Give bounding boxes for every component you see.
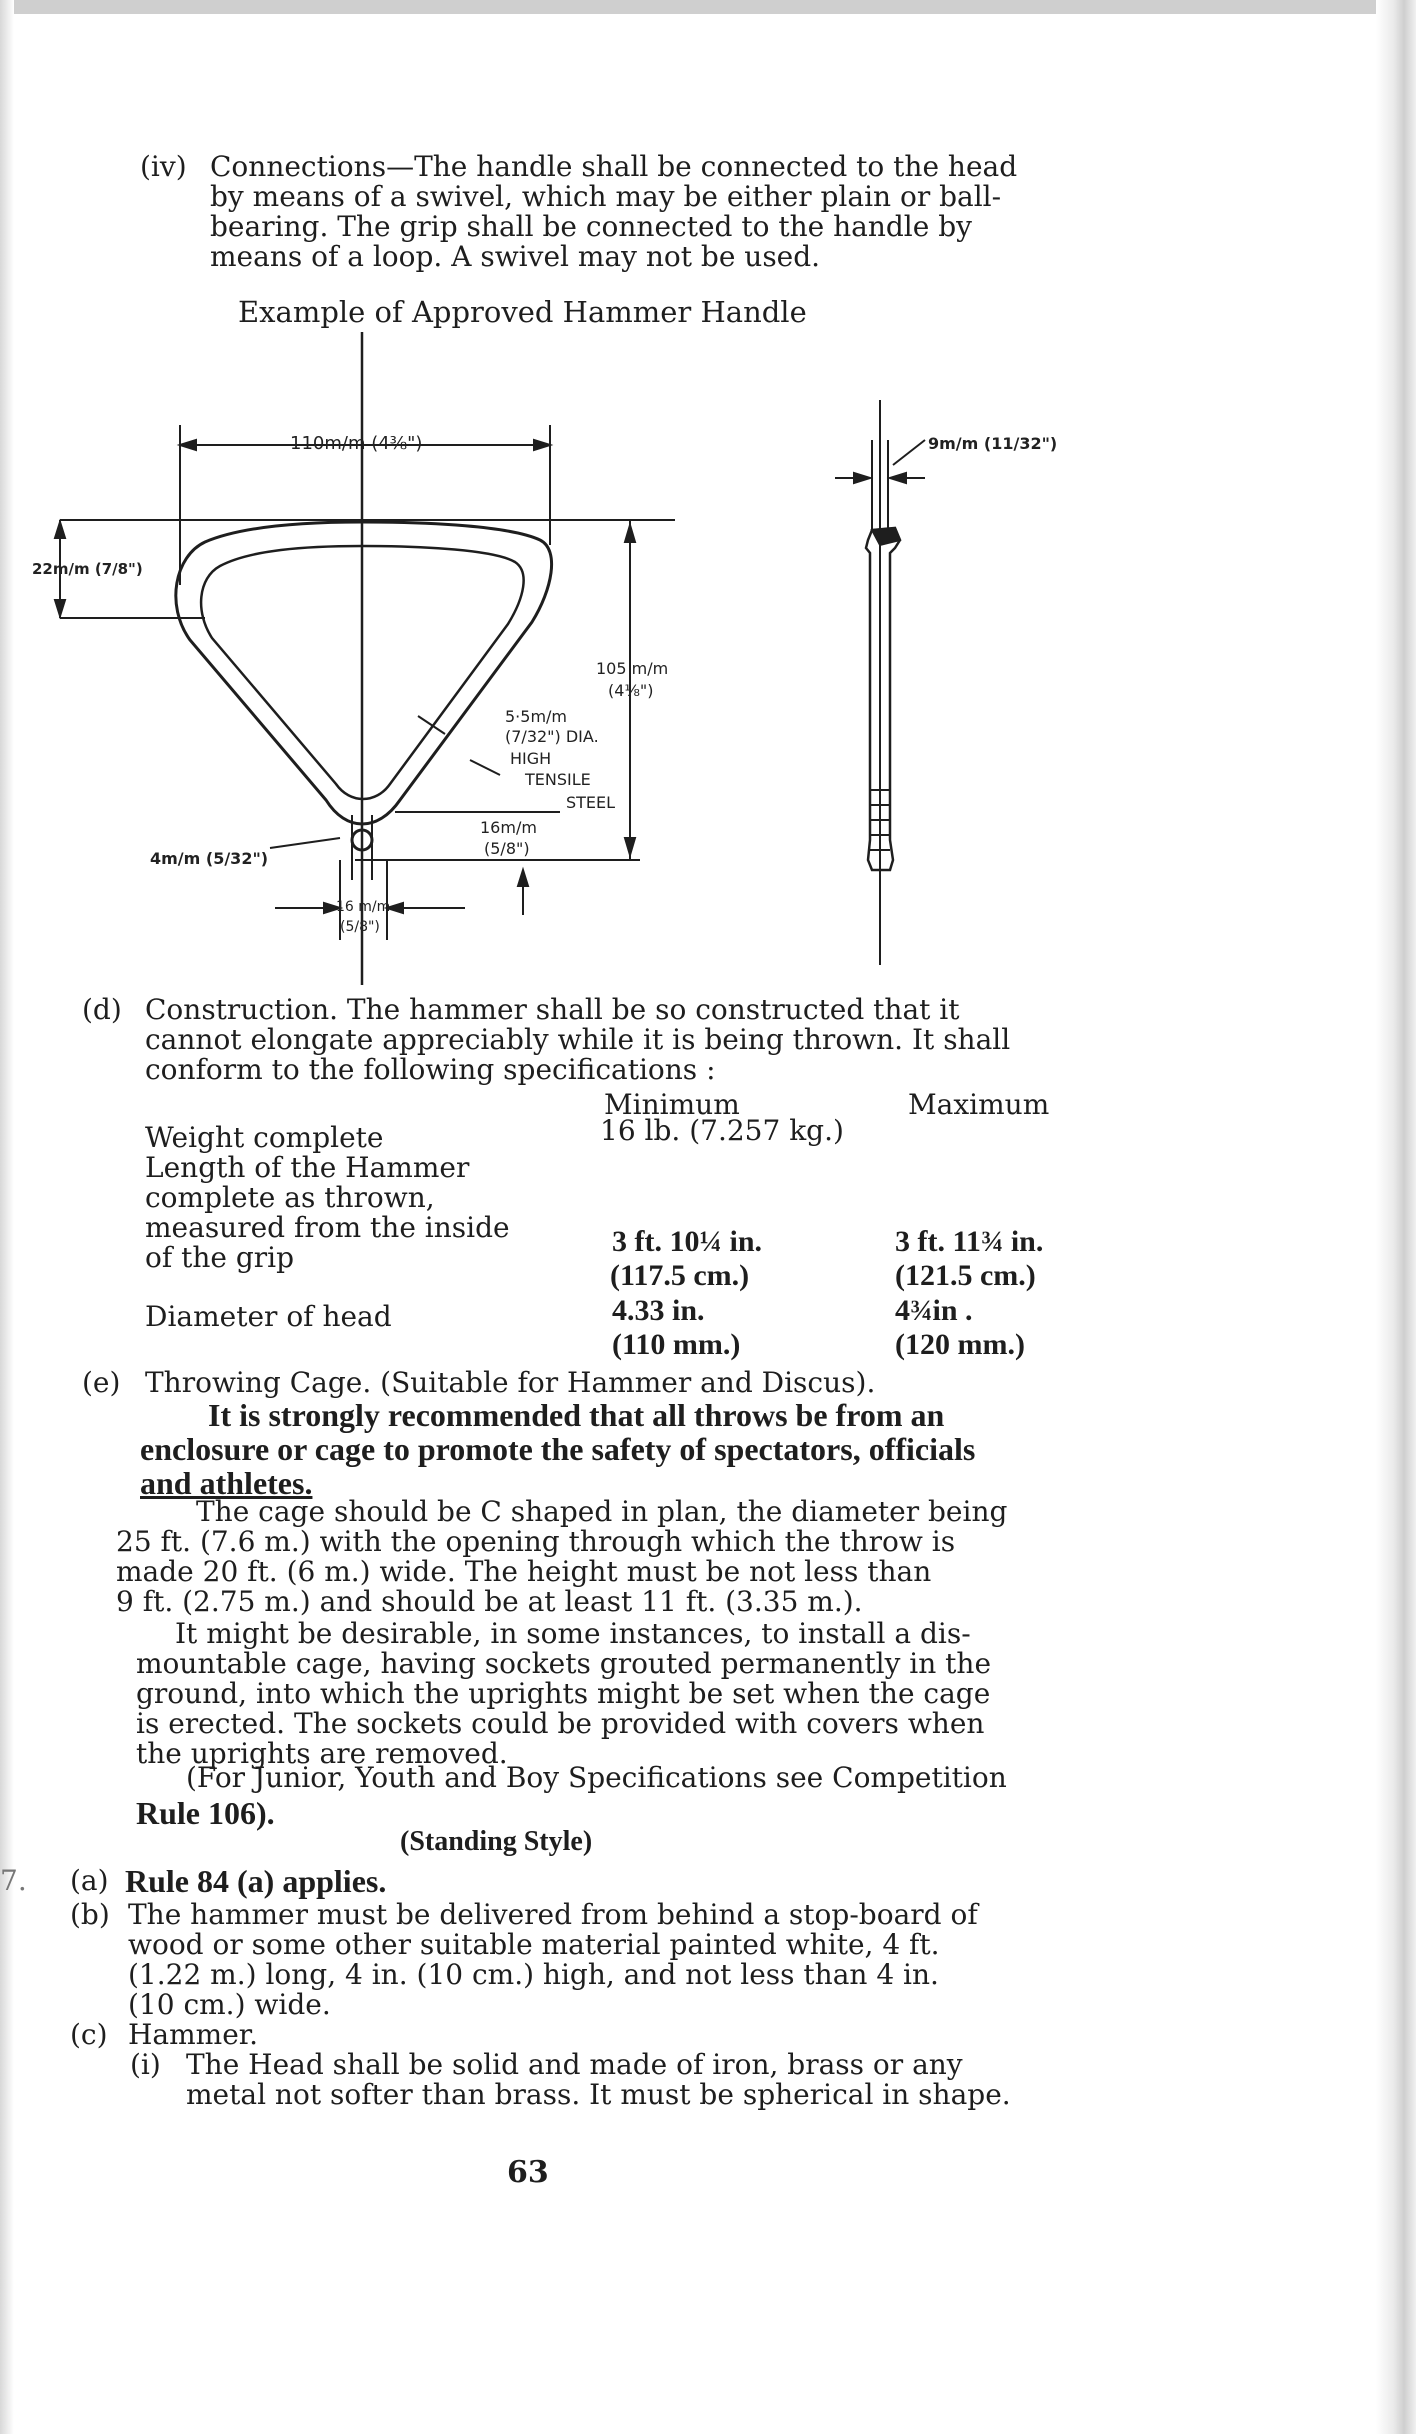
wire-leader-line bbox=[418, 716, 445, 734]
cage-paragraph-line: It might be desirable, in some instances, to install a dis- bbox=[175, 1617, 971, 1650]
wire-leader-line bbox=[470, 760, 500, 775]
item-ci-line: metal not softer than brass. It must be spherical in shape. bbox=[186, 2078, 1011, 2111]
section-d-number: (d) bbox=[82, 993, 122, 1026]
arrowhead bbox=[534, 440, 550, 450]
spec-label: of the grip bbox=[145, 1241, 295, 1274]
recommendation-line: and athletes. bbox=[140, 1465, 313, 1501]
item-a-number: (a) bbox=[70, 1864, 109, 1897]
eye-leader-line bbox=[270, 838, 340, 848]
bottom-dimension-label: (5/8") bbox=[340, 919, 380, 935]
cage-paragraph-line: 9 ft. (2.75 m.) and should be at least 11 ft. (3.35 m.). bbox=[116, 1585, 863, 1618]
spec-min-value: (117.5 cm.) bbox=[610, 1259, 750, 1292]
spec-label: Length of the Hammer bbox=[145, 1151, 470, 1184]
section-iv-line: Connections—The handle shall be connected to the head bbox=[210, 150, 1018, 183]
item-b-line: The hammer must be delivered from behind a stop-board of bbox=[128, 1898, 978, 1931]
arrowhead bbox=[55, 522, 65, 538]
item-b-line: (10 cm.) wide. bbox=[128, 1988, 331, 2021]
arrowhead bbox=[854, 473, 870, 483]
spec-label: complete as thrown, bbox=[145, 1181, 435, 1214]
spec-max-value: (120 mm.) bbox=[895, 1328, 1025, 1361]
cage-paragraph-line: ground, into which the uprights might be set when the cage bbox=[136, 1677, 991, 1710]
cross-reference-rule: Rule 106). bbox=[136, 1795, 275, 1831]
width-dimension-label: 110m/m (4⅜") bbox=[290, 433, 423, 454]
margin-mark: 7. bbox=[0, 1864, 27, 1897]
cage-paragraph-line: is erected. The sockets could be provided with covers when bbox=[136, 1707, 985, 1740]
wire-dimension-label: 5·5m/m bbox=[505, 707, 568, 726]
spec-max-value: 3 ft. 11¾ in. bbox=[895, 1225, 1044, 1258]
height-dimension-label: 105 m/m bbox=[596, 659, 669, 678]
side-dimension-label: 9m/m (11/32") bbox=[928, 434, 1058, 453]
arrowhead bbox=[180, 440, 196, 450]
spec-label: Diameter of head bbox=[145, 1300, 392, 1333]
arrowhead bbox=[890, 473, 906, 483]
side-leader-line bbox=[893, 440, 925, 465]
item-ci-line: The Head shall be solid and made of iron, brass or any bbox=[186, 2048, 963, 2081]
section-e-number: (e) bbox=[82, 1366, 121, 1399]
section-d-line: cannot elongate appreciably while it is being thrown. It shall bbox=[145, 1023, 1011, 1056]
item-ci-number: (i) bbox=[130, 2048, 161, 2081]
side-view-handle bbox=[866, 528, 900, 870]
cage-paragraph-line: mountable cage, having sockets grouted permanently in the bbox=[136, 1647, 992, 1680]
grip-dimension-label: 22m/m (7/8") bbox=[32, 560, 143, 578]
spec-label: measured from the inside bbox=[145, 1211, 510, 1244]
section-iv-line: by means of a swivel, which may be either plain or ball- bbox=[210, 180, 1002, 213]
section-iv-line: means of a loop. A swivel may not be used. bbox=[210, 240, 821, 273]
cage-paragraph-line: made 20 ft. (6 m.) wide. The height must be not less than bbox=[116, 1555, 932, 1588]
eye-dimension-label: 4m/m (5/32") bbox=[150, 849, 269, 868]
item-c-number: (c) bbox=[70, 2018, 108, 2051]
loop-dimension-label: 16m/m bbox=[480, 818, 537, 837]
arrowhead bbox=[518, 870, 528, 886]
spec-max-value: (121.5 cm.) bbox=[895, 1259, 1036, 1292]
handle-outer-wire bbox=[176, 522, 552, 824]
wire-material-label: TENSILE bbox=[525, 770, 591, 789]
spec-min-value: 4.33 in. bbox=[612, 1294, 705, 1327]
column-header-minimum: Minimum bbox=[604, 1088, 740, 1121]
recommendation-line: It is strongly recommended that all throws be from an bbox=[208, 1397, 945, 1433]
item-b-line: (1.22 m.) long, 4 in. (10 cm.) high, and not less than 4 in. bbox=[128, 1958, 939, 1991]
arrowhead bbox=[55, 600, 65, 616]
side-view-grip bbox=[872, 528, 900, 545]
section-d-line: Construction. The hammer shall be so constructed that it bbox=[145, 993, 960, 1026]
cage-paragraph-line: the uprights are removed. bbox=[136, 1737, 508, 1770]
item-b-line: wood or some other suitable material painted white, 4 ft. bbox=[128, 1928, 940, 1961]
wire-material-label: HIGH bbox=[510, 749, 552, 768]
standing-style-heading: (Standing Style) bbox=[400, 1826, 593, 1857]
arrowhead bbox=[625, 525, 635, 542]
page-right-edge bbox=[1376, 0, 1416, 2434]
item-c-text: Hammer. bbox=[128, 2018, 258, 2051]
figure-caption: Example of Approved Hammer Handle bbox=[238, 295, 807, 329]
height-dimension-label: (4⅛") bbox=[608, 681, 654, 700]
item-b-number: (b) bbox=[70, 1898, 110, 1931]
spec-min-value: (110 mm.) bbox=[612, 1328, 741, 1361]
spec-min-value: 3 ft. 10¼ in. bbox=[612, 1225, 762, 1258]
loop-dimension-label: (5/8") bbox=[484, 839, 530, 858]
page-number: 63 bbox=[507, 2155, 549, 2190]
recommendation-line: enclosure or cage to promote the safety of spectators, officials bbox=[140, 1431, 976, 1467]
section-d-line: conform to the following specifications : bbox=[145, 1053, 716, 1086]
spec-max-value: 4¾in . bbox=[895, 1294, 973, 1327]
cage-paragraph-line: 25 ft. (7.6 m.) with the opening through which the throw is bbox=[116, 1525, 956, 1558]
cross-reference-line: (For Junior, Youth and Boy Specifications see Competition bbox=[186, 1761, 1007, 1794]
section-iv-number: (iv) bbox=[140, 150, 187, 183]
item-a-text: Rule 84 (a) applies. bbox=[125, 1863, 387, 1899]
spec-label: Weight complete bbox=[145, 1121, 384, 1154]
cage-paragraph-line: The cage should be C shaped in plan, the diameter being bbox=[196, 1495, 1008, 1528]
wire-dimension-label: (7/32") DIA. bbox=[505, 727, 599, 746]
column-header-maximum: Maximum bbox=[908, 1088, 1050, 1121]
wire-material-label: STEEL bbox=[566, 793, 616, 812]
arrowhead bbox=[625, 838, 635, 855]
section-e-title: Throwing Cage. (Suitable for Hammer and Discus). bbox=[145, 1366, 876, 1399]
bottom-dimension-label: 16 m/m bbox=[336, 899, 391, 915]
spec-min-value: 16 lb. (7.257 kg.) bbox=[600, 1114, 844, 1147]
section-iv-line: bearing. The grip shall be connected to the handle by bbox=[210, 210, 972, 243]
